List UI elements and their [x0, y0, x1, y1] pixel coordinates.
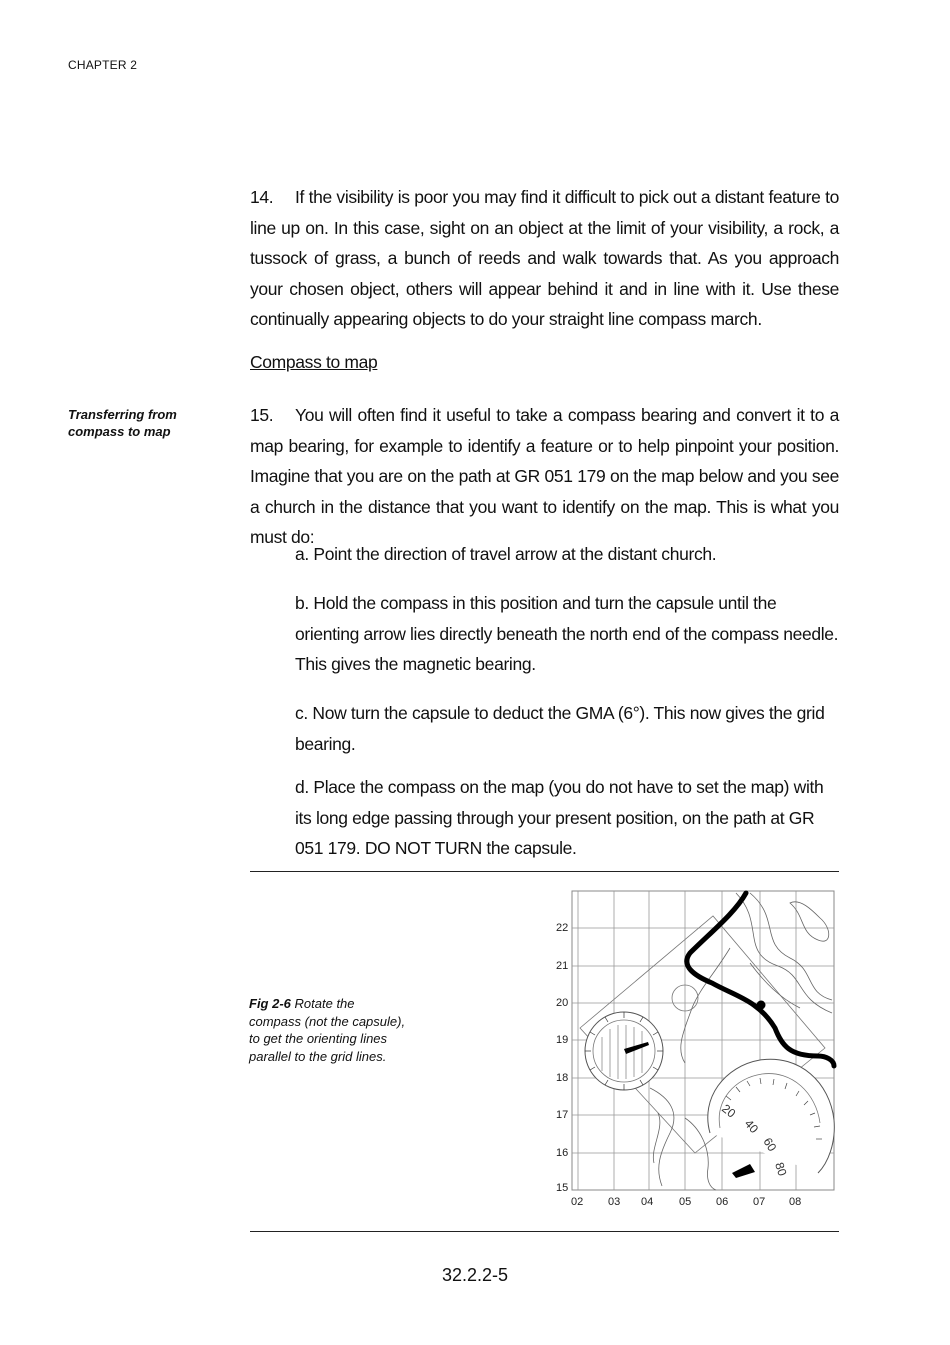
northing-label-21: 21: [556, 960, 569, 972]
compass-capsule: [585, 1012, 663, 1090]
bezel-arrow: [732, 1164, 755, 1178]
step-a: a. Point the direction of travel arrow at the distant church.: [295, 544, 717, 564]
margin-note-line-2: compass to map: [68, 424, 171, 439]
easting-label-07: 07: [753, 1196, 766, 1208]
northing-label-15: 15: [556, 1182, 569, 1194]
paragraph-15-text: You will often find it useful to take a compass bearing and convert it to a map bearing, for example to identify a feature or to help pinpoint your position. Imagine that you are on the path at GR 051 179 on the map below and you see a church in the distance that you want to identify on the map. This is what you must do:: [250, 405, 839, 547]
dial-number-60: 60: [760, 1135, 780, 1154]
figure-caption-text: Rotate the compass (not the capsule), to get the orienting lines parallel to the grid lines.: [249, 996, 406, 1064]
step-c: c. Now turn the capsule to deduct the GMA (6°). This now gives the grid bearing.: [295, 703, 825, 754]
northing-label-16: 16: [556, 1147, 569, 1159]
northing-label-22: 22: [556, 922, 569, 934]
compass-map-figure: [550, 888, 842, 1213]
northing-label-20: 20: [556, 997, 569, 1009]
figure-label: Fig 2-6: [249, 996, 291, 1011]
easting-label-03: 03: [608, 1196, 621, 1208]
paragraph-14-number: 14.: [250, 187, 274, 207]
easting-label-04: 04: [641, 1196, 654, 1208]
figure-caption: [249, 995, 409, 1065]
easting-label-06: 06: [716, 1196, 729, 1208]
paragraph-14-text: If the visibility is poor you may find it difficult to pick out a distant feature to line up on. In this case, sight on an object at the limit of your visibility, a rock, a tussock of grass, a bunch of reeds and walk towards that. As you approach your chosen object, others will appear behind it and in line with it. Use these continually appearing objects to do your straight line compass march.: [250, 187, 839, 329]
dial-number-40: 40: [741, 1116, 762, 1136]
figure-top-rule: [250, 871, 839, 872]
figure-bottom-rule: [250, 1231, 839, 1232]
current-position-marker: [757, 1001, 766, 1010]
easting-label-02: 02: [571, 1196, 584, 1208]
northing-label-19: 19: [556, 1034, 569, 1046]
chapter-header: CHAPTER 2: [68, 58, 138, 72]
northing-label-17: 17: [556, 1109, 569, 1121]
step-d: d. Place the compass on the map (you do not have to set the map) with its long edge passing through your present position, on the path at GR 051 179. DO NOT TURN the capsule.: [295, 777, 824, 858]
paragraph-15-number: 15.: [250, 405, 274, 425]
easting-label-08: 08: [789, 1196, 802, 1208]
margin-note-line-1: Transferring from: [68, 407, 177, 422]
section-heading: Compass to map: [250, 352, 378, 372]
compass-bezel: [708, 1059, 835, 1178]
dial-number-80: 80: [772, 1160, 790, 1178]
margin-note: [68, 406, 218, 440]
page-number: 32.2.2-5: [441, 1265, 509, 1285]
step-b: b. Hold the compass in this position and turn the capsule until the orienting arrow lies directly beneath the north end of the compass needle. This gives the magnetic bearing.: [295, 593, 839, 674]
paragraph-14: [250, 182, 839, 335]
easting-label-05: 05: [679, 1196, 692, 1208]
dial-number-20: 20: [719, 1101, 739, 1121]
paragraph-15: [250, 400, 839, 553]
northing-label-18: 18: [556, 1072, 569, 1084]
